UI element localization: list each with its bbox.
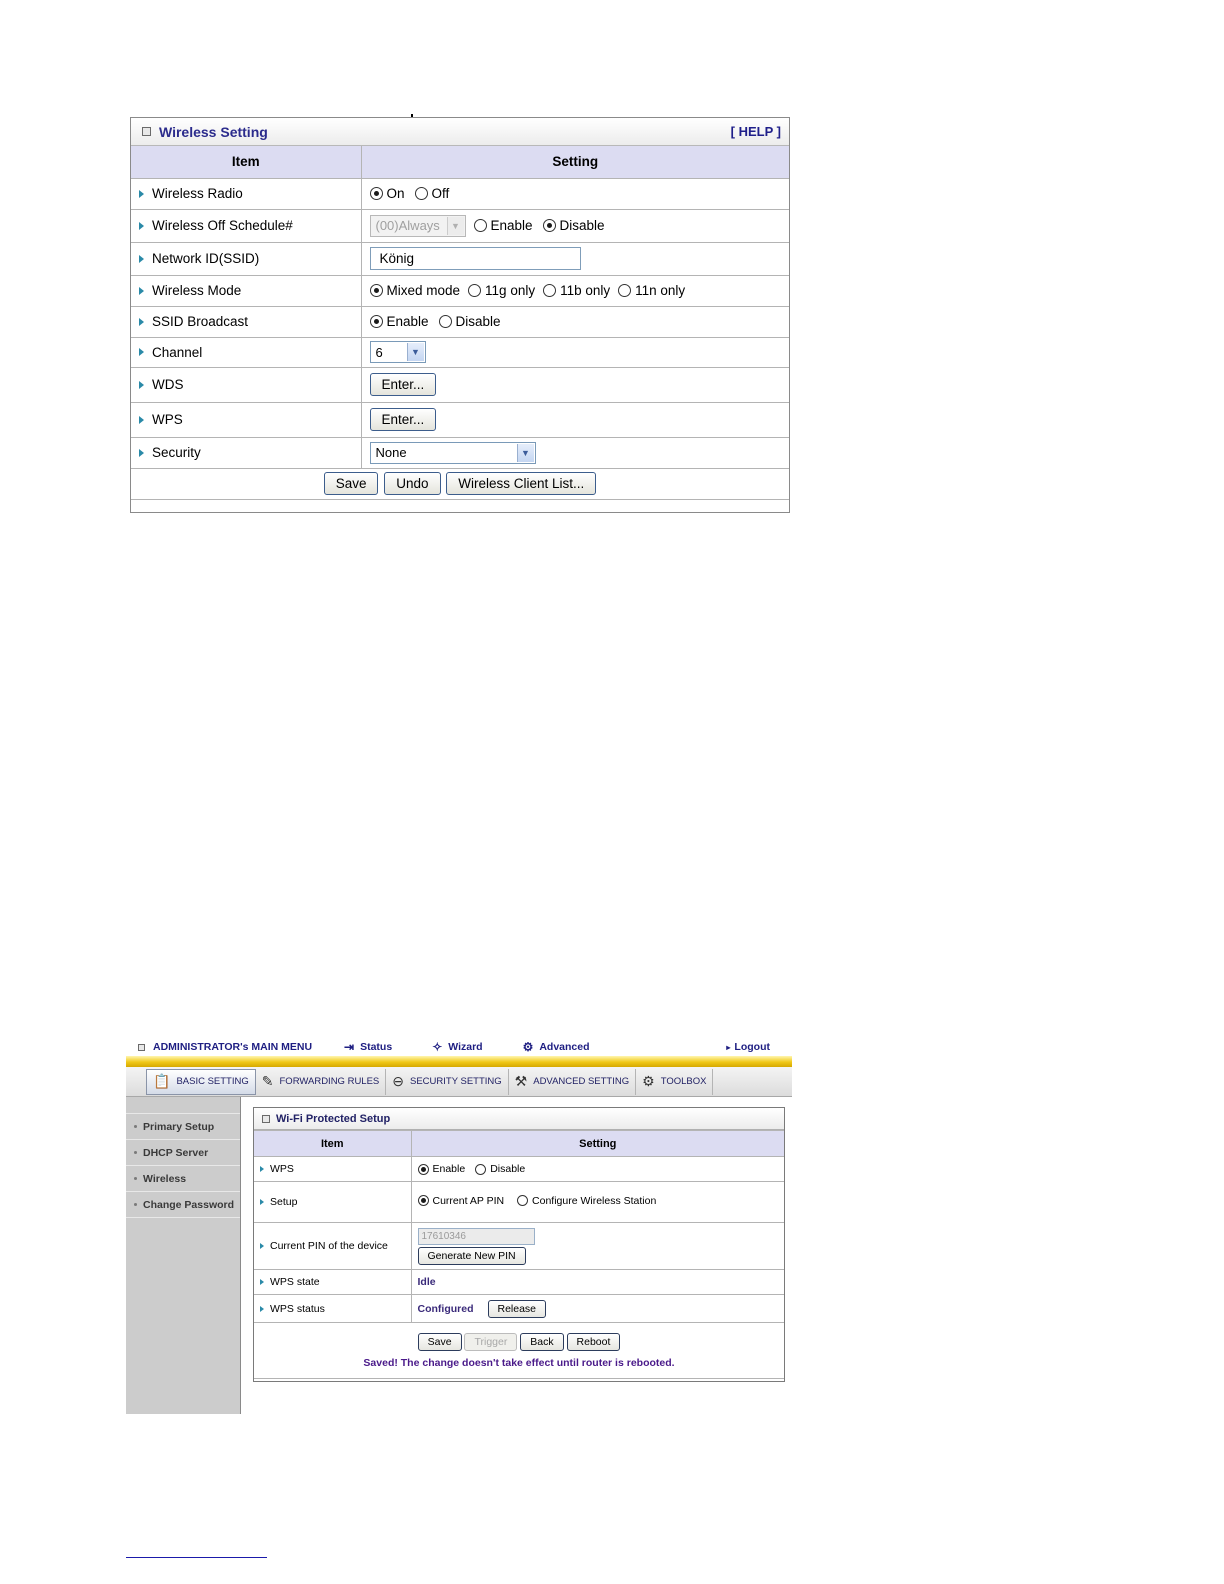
wireless-mode-label: Wireless Mode [152, 283, 242, 298]
menu-advanced[interactable] [523, 1040, 590, 1054]
setup-ap-pin-option[interactable] [418, 1195, 505, 1207]
wps-enter-button[interactable]: Enter... [370, 408, 437, 431]
arrow-right-icon [260, 1243, 264, 1249]
square-bullet-icon [142, 127, 151, 136]
wps-status-label: WPS status [270, 1302, 325, 1315]
security-select-value: None [375, 445, 407, 460]
tab-label: SECURITY SETTING [410, 1076, 502, 1087]
radio-button-selected[interactable] [370, 284, 383, 297]
mode-mixed-label: Mixed mode [386, 283, 461, 298]
wps-panel-title: Wi-Fi Protected Setup [276, 1112, 391, 1125]
radio-button[interactable] [618, 284, 631, 297]
wps-disable-option[interactable] [475, 1163, 525, 1175]
channel-select-value: 6 [375, 344, 383, 360]
square-bullet-icon [262, 1115, 270, 1123]
menu-status[interactable] [344, 1040, 392, 1054]
logout-link[interactable] [726, 1041, 770, 1053]
channel-label: Channel [152, 344, 203, 360]
back-button[interactable]: Back [520, 1333, 563, 1351]
ssid-label: Network ID(SSID) [152, 251, 260, 266]
basic-setting-icon: 📋 [153, 1073, 171, 1089]
column-header-setting: Setting [361, 146, 789, 178]
arrow-right-icon [260, 1279, 264, 1285]
column-header-item: Item [131, 146, 361, 178]
radio-button-selected[interactable] [418, 1164, 429, 1175]
wireless-setting-panel [130, 117, 790, 513]
row-label-cell [131, 402, 361, 437]
bullet-icon [134, 1151, 137, 1154]
router-admin-screenshot [126, 1038, 792, 1414]
mode-11g-label: 11g only [485, 283, 536, 298]
wps-disable-label: Disable [490, 1163, 526, 1175]
radio-button[interactable] [474, 219, 487, 232]
help-link[interactable]: [ HELP ] [730, 124, 781, 139]
arrow-right-icon: ▸ [726, 1042, 731, 1052]
row-setting-cell [361, 367, 789, 402]
logout-label: Logout [734, 1041, 770, 1053]
off-schedule-label: Wireless Off Schedule# [152, 218, 293, 233]
sidebar-item-label: Change Password [143, 1198, 235, 1211]
chevron-down-icon: ▼ [517, 444, 534, 462]
arrow-right-icon [260, 1306, 264, 1312]
radio-button[interactable] [415, 187, 428, 200]
wizard-icon: ✧ [432, 1040, 443, 1054]
row-setting-cell [411, 1182, 784, 1223]
chevron-down-icon: ▼ [407, 343, 424, 361]
arrow-right-icon [139, 348, 144, 356]
schedule-enable-label: Enable [490, 218, 533, 233]
panel-title-text: Wireless Setting [159, 123, 268, 140]
broadcast-enable-option[interactable] [370, 314, 429, 329]
arrow-right-icon [260, 1199, 264, 1205]
tab-advanced-setting[interactable] [509, 1069, 636, 1095]
column-header-item: Item [254, 1131, 411, 1157]
setup-row-label: Setup [270, 1196, 298, 1208]
arrow-right-icon [139, 255, 144, 263]
chevron-down-icon: ▼ [447, 217, 464, 235]
sidebar-item-wireless[interactable] [126, 1166, 240, 1192]
tab-label: TOOLBOX [660, 1076, 707, 1087]
main-menu-title: ADMINISTRATOR's MAIN MENU [153, 1041, 313, 1053]
action-button-row [131, 468, 789, 499]
row-setting-cell [411, 1295, 784, 1323]
toolbox-icon: ⚙ [642, 1073, 655, 1089]
row-setting-cell [361, 337, 789, 367]
mode-11n-label: 11n only [635, 283, 686, 298]
row-label-cell [254, 1157, 411, 1182]
wps-enable-option[interactable] [418, 1163, 466, 1175]
arrow-right-icon [139, 449, 144, 457]
radio-button-selected[interactable] [418, 1195, 429, 1206]
radio-button[interactable] [475, 1164, 486, 1175]
radio-off-option[interactable] [415, 186, 450, 201]
radio-button-selected[interactable] [370, 187, 383, 200]
row-label-cell [254, 1295, 411, 1323]
row-setting-cell [361, 275, 789, 306]
setup-station-option[interactable] [517, 1195, 656, 1207]
wps-state-label: WPS state [270, 1276, 320, 1288]
section-tabs [126, 1067, 792, 1097]
row-label-cell [131, 437, 361, 468]
row-setting-cell [361, 402, 789, 437]
setup-station-label: Configure Wireless Station [532, 1194, 657, 1207]
wds-label: WDS [152, 377, 184, 392]
arrow-right-icon [139, 416, 144, 424]
row-setting-cell [361, 242, 789, 275]
radio-button[interactable] [517, 1195, 528, 1206]
arrow-right-icon [139, 318, 144, 326]
row-setting-cell [361, 178, 789, 209]
radio-on-label: On [386, 186, 405, 201]
wps-label: WPS [152, 412, 183, 427]
tab-security-setting[interactable] [386, 1069, 508, 1095]
ssid-broadcast-label: SSID Broadcast [152, 314, 249, 329]
mode-11b-label: 11b only [560, 283, 611, 298]
arrow-right-icon [139, 222, 144, 230]
undo-button[interactable]: Undo [384, 472, 440, 495]
advanced-icon: ⚙ [522, 1040, 534, 1054]
radio-button-selected[interactable] [370, 315, 383, 328]
status-icon: ⇥ [344, 1040, 355, 1054]
sidebar-item-dhcp-server[interactable] [126, 1140, 240, 1166]
arrow-right-icon [139, 287, 144, 295]
decorative-gold-bar [126, 1056, 792, 1067]
sidebar-item-label: DHCP Server [143, 1146, 209, 1159]
sidebar-item-change-password[interactable] [126, 1192, 240, 1218]
menu-status-label: Status [360, 1041, 393, 1053]
column-header-setting: Setting [411, 1131, 784, 1157]
mode-11n-option[interactable] [618, 283, 685, 298]
arrow-right-icon [139, 190, 144, 198]
row-label-cell [131, 275, 361, 306]
radio-off-label: Off [431, 186, 450, 201]
saved-message: Saved! The change doesn't take effect until router is rebooted. [363, 1356, 675, 1369]
generate-new-pin-button[interactable]: Generate New PIN [418, 1247, 526, 1265]
row-label-cell [131, 178, 361, 209]
schedule-disable-option[interactable] [543, 218, 605, 233]
row-label-cell [254, 1270, 411, 1295]
sidebar [126, 1097, 241, 1414]
ssid-input[interactable]: König [370, 247, 581, 270]
row-label-cell [254, 1223, 411, 1270]
schedule-disable-label: Disable [559, 218, 605, 233]
release-button[interactable]: Release [488, 1300, 547, 1318]
arrow-right-icon [139, 381, 144, 389]
row-setting-cell [361, 209, 789, 242]
row-setting-cell [411, 1157, 784, 1182]
forwarding-rules-icon: ✎ [261, 1073, 274, 1089]
main-menu-bar [126, 1038, 792, 1056]
save-button[interactable]: Save [324, 472, 379, 495]
wps-row-label: WPS [270, 1163, 294, 1175]
wireless-settings-table [131, 146, 789, 500]
tab-label: FORWARDING RULES [279, 1076, 380, 1087]
radio-button[interactable] [543, 284, 556, 297]
current-pin-field[interactable]: 17610346 [418, 1228, 535, 1245]
wps-enable-label: Enable [432, 1163, 466, 1175]
security-setting-icon: ⊖ [392, 1073, 404, 1089]
setup-ap-pin-label: Current AP PIN [432, 1194, 505, 1207]
tab-basic-setting[interactable] [146, 1069, 256, 1095]
schedule-select-value: (00)Always [375, 218, 440, 233]
broadcast-enable-label: Enable [386, 314, 429, 329]
wireless-client-list-button[interactable]: Wireless Client List... [446, 472, 596, 495]
panel-header [131, 118, 789, 146]
wps-status-value: Configured [417, 1302, 474, 1315]
menu-advanced-label: Advanced [539, 1041, 590, 1053]
bullet-icon [134, 1177, 137, 1180]
broadcast-disable-label: Disable [455, 314, 501, 329]
tab-label: BASIC SETTING [176, 1076, 249, 1087]
security-label: Security [152, 445, 201, 460]
arrow-right-icon [260, 1166, 264, 1172]
row-label-cell [131, 242, 361, 275]
security-select[interactable] [370, 442, 536, 464]
radio-button[interactable] [439, 315, 452, 328]
schedule-enable-option[interactable] [474, 218, 533, 233]
panel-title [142, 124, 268, 140]
menu-wizard[interactable] [432, 1040, 482, 1054]
row-label-cell [131, 209, 361, 242]
wps-action-row [254, 1323, 784, 1379]
advanced-setting-icon: ⚒ [514, 1073, 528, 1089]
wps-state-value: Idle [417, 1276, 436, 1288]
row-setting-cell [361, 306, 789, 337]
sidebar-spacer [126, 1097, 240, 1114]
mode-mixed-option[interactable] [370, 283, 461, 298]
row-setting-cell [411, 1270, 784, 1295]
bullet-icon [134, 1125, 137, 1128]
wireless-radio-label: Wireless Radio [152, 186, 243, 201]
sidebar-item-label: Wireless [143, 1172, 187, 1185]
row-setting-cell [411, 1223, 784, 1270]
pin-row-label: Current PIN of the device [270, 1240, 388, 1252]
menu-wizard-label: Wizard [448, 1041, 483, 1053]
row-setting-cell [361, 437, 789, 468]
schedule-select[interactable] [370, 215, 466, 237]
mode-11b-option[interactable] [543, 283, 610, 298]
trigger-button[interactable]: Trigger [464, 1333, 517, 1351]
wps-panel-header [254, 1108, 784, 1130]
radio-button-selected[interactable] [543, 219, 556, 232]
broadcast-disable-option[interactable] [439, 314, 501, 329]
row-label-cell [131, 337, 361, 367]
row-label-cell [131, 367, 361, 402]
mode-11g-option[interactable] [468, 283, 535, 298]
reboot-button[interactable]: Reboot [567, 1333, 621, 1351]
radio-button[interactable] [468, 284, 481, 297]
row-label-cell [254, 1182, 411, 1223]
tab-label: ADVANCED SETTING [533, 1076, 630, 1087]
sidebar-item-label: Primary Setup [143, 1120, 215, 1133]
row-label-cell [131, 306, 361, 337]
save-button[interactable]: Save [418, 1333, 462, 1351]
square-bullet-icon [138, 1044, 145, 1051]
bullet-icon [134, 1203, 137, 1206]
tab-forwarding-rules[interactable] [256, 1069, 387, 1095]
wps-table [254, 1130, 784, 1379]
channel-select[interactable] [370, 341, 426, 363]
wps-panel [253, 1107, 785, 1382]
footnote-rule [126, 1557, 267, 1558]
wds-enter-button[interactable]: Enter... [370, 373, 437, 396]
radio-on-option[interactable] [370, 186, 405, 201]
tab-toolbox[interactable] [636, 1069, 713, 1095]
sidebar-item-primary-setup[interactable] [126, 1114, 240, 1140]
